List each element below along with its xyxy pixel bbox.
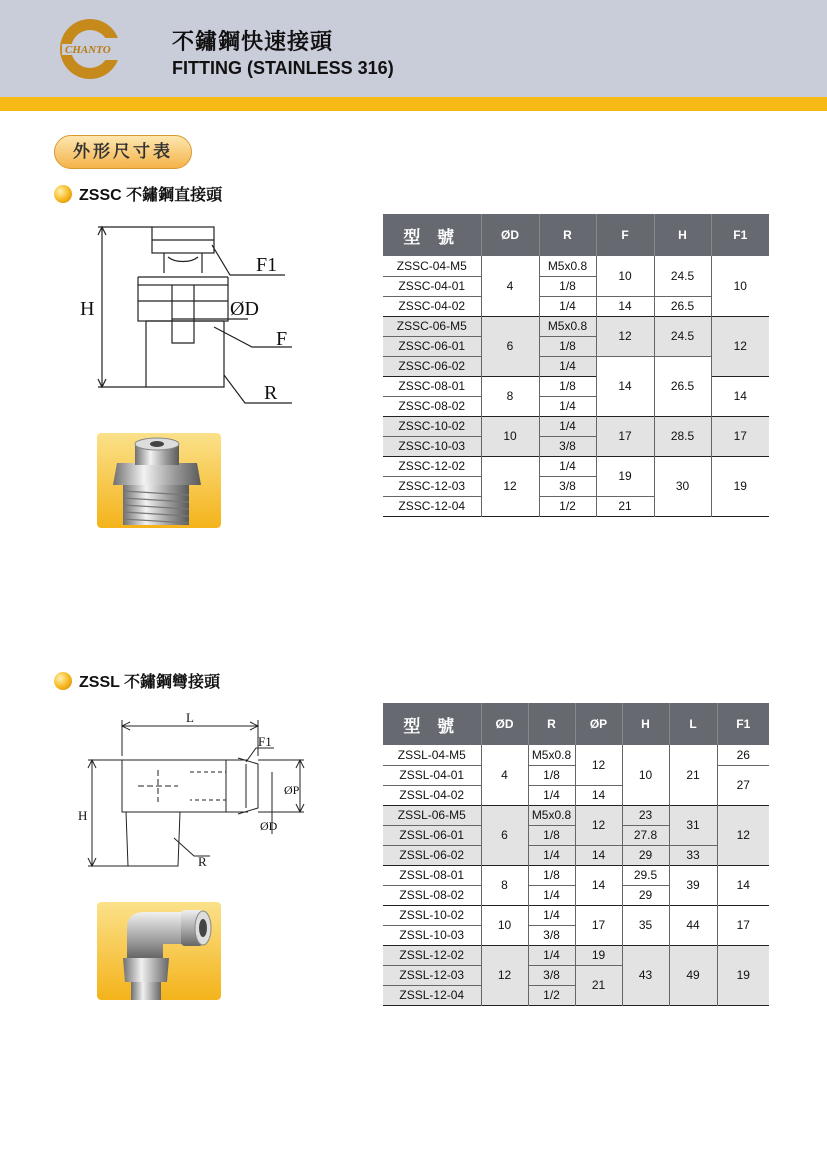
table-row	[383, 456, 769, 476]
zssc-heading	[54, 182, 222, 205]
page-title-zh: 不鏽鋼快速接頭	[172, 30, 334, 55]
h-cell: 24.5	[654, 316, 711, 356]
col-header-od: ØD	[481, 703, 528, 745]
zssc-label-od: ØD	[230, 298, 259, 320]
f1-cell: 17	[717, 905, 769, 945]
op-cell: 14	[575, 845, 622, 865]
table-row	[383, 945, 769, 965]
zssl-label-od: ØD	[260, 819, 278, 833]
model-cell: ZSSL-12-03	[383, 965, 481, 985]
op-cell: 12	[575, 745, 622, 785]
r-cell: 1/2	[528, 985, 575, 1005]
table-row	[383, 865, 769, 885]
model-cell: ZSSL-04-01	[383, 765, 481, 785]
col-header-h: H	[654, 214, 711, 256]
bullet-icon	[54, 185, 72, 203]
col-header-model: 型 號	[383, 214, 481, 256]
h-cell: 26.5	[654, 356, 711, 416]
zssc-table-header	[383, 214, 769, 256]
h-cell: 26.5	[654, 296, 711, 316]
col-header-op: ØP	[575, 703, 622, 745]
f-cell: 17	[596, 416, 654, 456]
model-cell: ZSSC-12-04	[383, 496, 481, 516]
logo-text: CHANTO	[65, 44, 111, 56]
col-header-l: L	[669, 703, 717, 745]
zssl-table-header	[383, 703, 769, 745]
zssl-heading	[54, 669, 220, 692]
r-cell: 1/8	[528, 765, 575, 785]
col-header-h: H	[622, 703, 669, 745]
col-header-f: F	[596, 214, 654, 256]
r-cell: 1/8	[539, 336, 596, 356]
zssc-technical-drawing	[80, 215, 310, 410]
model-cell: ZSSL-10-02	[383, 905, 481, 925]
col-header-model: 型 號	[383, 703, 481, 745]
zssl-product-photo	[97, 902, 221, 1000]
r-cell: 1/8	[539, 276, 596, 296]
table-row	[383, 745, 769, 765]
f-cell: 14	[596, 356, 654, 416]
r-cell: 1/4	[528, 945, 575, 965]
zssl-label-r: R	[198, 854, 207, 869]
model-cell: ZSSL-12-04	[383, 985, 481, 1005]
model-cell: ZSSL-12-02	[383, 945, 481, 965]
model-cell: ZSSC-10-02	[383, 416, 481, 436]
r-cell: 1/4	[539, 296, 596, 316]
od-cell: 12	[481, 456, 539, 516]
model-cell: ZSSC-04-02	[383, 296, 481, 316]
zssc-dimension-table	[383, 214, 769, 517]
r-cell: M5x0.8	[528, 805, 575, 825]
h-cell: 43	[622, 945, 669, 1005]
col-header-r: R	[539, 214, 596, 256]
model-cell: ZSSC-12-03	[383, 476, 481, 496]
h-cell: 28.5	[654, 416, 711, 456]
r-cell: 1/8	[528, 865, 575, 885]
model-cell: ZSSC-06-01	[383, 336, 481, 356]
h-cell: 29.5	[622, 865, 669, 885]
r-cell: 1/4	[528, 845, 575, 865]
page-title-en: FITTING (STAINLESS 316)	[172, 58, 394, 78]
f1-cell: 19	[711, 456, 769, 516]
f1-cell: 19	[717, 945, 769, 1005]
op-cell: 17	[575, 905, 622, 945]
table-row	[383, 805, 769, 825]
op-cell: 12	[575, 805, 622, 845]
f1-cell: 12	[711, 316, 769, 376]
r-cell: 1/4	[539, 456, 596, 476]
op-cell: 19	[575, 945, 622, 965]
model-cell: ZSSC-12-02	[383, 456, 481, 476]
f1-cell: 14	[717, 865, 769, 905]
h-cell: 23	[622, 805, 669, 825]
zssc-product-photo	[97, 433, 221, 528]
model-cell: ZSSL-06-01	[383, 825, 481, 845]
zssc-heading-text: ZSSC 不鏽鋼直接頭	[79, 187, 223, 204]
f1-cell: 27	[717, 765, 769, 805]
model-cell: ZSSC-04-01	[383, 276, 481, 296]
r-cell: 1/4	[539, 396, 596, 416]
zssl-label-h: H	[78, 808, 88, 823]
model-cell: ZSSC-10-03	[383, 436, 481, 456]
h-cell: 27.8	[622, 825, 669, 845]
r-cell: 3/8	[528, 925, 575, 945]
f1-cell: 14	[711, 376, 769, 416]
col-header-f1: F1	[717, 703, 769, 745]
od-cell: 6	[481, 316, 539, 376]
l-cell: 21	[669, 745, 717, 805]
header-accent-stripe	[0, 97, 827, 111]
f-cell: 12	[596, 316, 654, 356]
r-cell: 3/8	[539, 476, 596, 496]
r-cell: 3/8	[539, 436, 596, 456]
model-cell: ZSSC-04-M5	[396, 258, 467, 273]
zssc-label-f: F	[276, 328, 288, 350]
f1-cell: 12	[717, 805, 769, 865]
h-cell: 30	[654, 456, 711, 516]
r-cell: 1/4	[539, 416, 596, 436]
zssl-label-f1: F1	[258, 734, 272, 749]
r-cell: M5x0.8	[539, 316, 596, 336]
model-cell: ZSSL-08-01	[383, 865, 481, 885]
col-header-od: ØD	[481, 214, 539, 256]
f-cell: 19	[596, 456, 654, 496]
f1-cell: 17	[711, 416, 769, 456]
od-cell: 4	[481, 256, 539, 316]
zssc-label-f1: F1	[256, 254, 278, 276]
table-row	[383, 905, 769, 925]
f-cell: 10	[596, 256, 654, 296]
op-cell: 14	[575, 785, 622, 805]
f-cell: 21	[596, 496, 654, 516]
r-cell: 1/4	[539, 356, 596, 376]
chanto-logo	[54, 16, 164, 82]
h-cell: 24.5	[654, 256, 711, 296]
table-row	[383, 416, 769, 436]
model-cell: ZSSC-06-02	[383, 356, 481, 376]
od-cell: 10	[481, 905, 528, 945]
r-cell: 1/2	[539, 496, 596, 516]
h-cell: 29	[622, 845, 669, 865]
col-header-f1: F1	[711, 214, 769, 256]
zssc-label-h: H	[80, 298, 95, 320]
l-cell: 49	[669, 945, 717, 1005]
zssc-label-r: R	[264, 382, 278, 404]
h-cell: 35	[622, 905, 669, 945]
f-cell: 14	[596, 296, 654, 316]
r-cell: M5x0.8	[528, 745, 575, 765]
l-cell: 39	[669, 865, 717, 905]
model-cell: ZSSL-08-02	[383, 885, 481, 905]
model-cell: ZSSL-06-02	[383, 845, 481, 865]
f1-cell: 26	[717, 745, 769, 765]
r-cell: 1/4	[528, 905, 575, 925]
f1-cell: 10	[711, 256, 769, 316]
model-cell: ZSSL-06-M5	[383, 805, 481, 825]
op-cell: 14	[575, 865, 622, 905]
l-cell: 44	[669, 905, 717, 945]
r-cell: M5x0.8	[539, 256, 596, 276]
table-row	[383, 845, 769, 865]
table-row	[383, 316, 769, 336]
od-cell: 8	[481, 865, 528, 905]
model-cell: ZSSL-04-M5	[397, 747, 466, 762]
model-cell: ZSSL-10-03	[383, 925, 481, 945]
od-cell: 4	[481, 745, 528, 805]
op-cell: 21	[575, 965, 622, 1005]
zssl-heading-text: ZSSL 不鏽鋼彎接頭	[79, 674, 221, 691]
r-cell: 1/4	[528, 785, 575, 805]
l-cell: 31	[669, 805, 717, 845]
r-cell: 1/8	[539, 376, 596, 396]
od-cell: 12	[481, 945, 528, 1005]
model-cell: ZSSC-08-02	[383, 396, 481, 416]
section-pill-dimension-table: 外形尺寸表	[54, 135, 192, 169]
od-cell: 8	[481, 376, 539, 416]
zssl-technical-drawing	[78, 708, 318, 878]
col-header-r: R	[528, 703, 575, 745]
od-cell: 6	[481, 805, 528, 865]
od-cell: 10	[481, 416, 539, 456]
h-cell: 10	[622, 745, 669, 805]
model-cell: ZSSC-08-01	[383, 376, 481, 396]
model-cell: ZSSL-04-02	[383, 785, 481, 805]
table-row	[383, 376, 769, 396]
r-cell: 1/8	[528, 825, 575, 845]
zssl-label-op: ØP	[284, 783, 300, 797]
zssl-label-l: L	[186, 710, 194, 725]
table-row	[383, 256, 769, 276]
l-cell: 33	[669, 845, 717, 865]
model-cell: ZSSC-06-M5	[383, 316, 481, 336]
r-cell: 1/4	[528, 885, 575, 905]
zssl-dimension-table	[383, 703, 769, 1006]
r-cell: 3/8	[528, 965, 575, 985]
h-cell: 29	[622, 885, 669, 905]
bullet-icon	[54, 672, 72, 690]
